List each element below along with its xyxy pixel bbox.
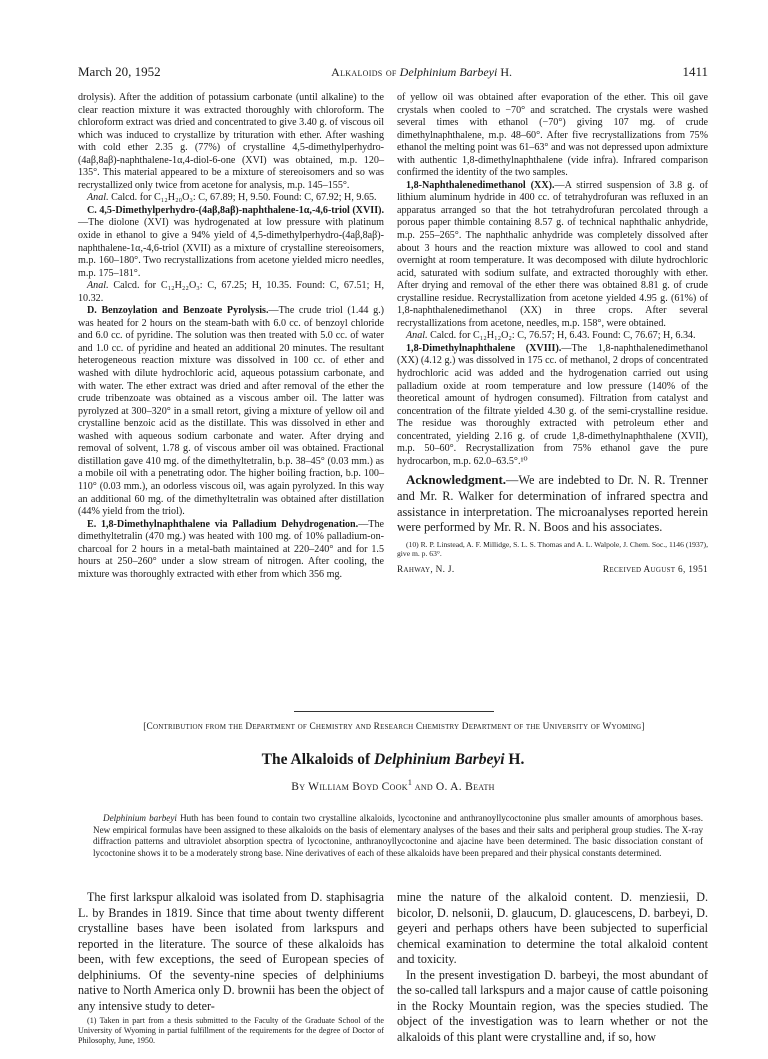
contribution-line: [Contribution from the Department of Chemistry and Research Chemistry Department of the University of Wyoming] bbox=[143, 722, 645, 732]
abstract-text: Huth has been found to contain two crystalline alkaloids, lycoctonine and anthranoyllycoctonine plus smaller amounts of amorphous bases. New empirical formulas have been assigned to these alkaloids on the basis of elementary analyses of the bases and their salts and peripheral group studies. The X-ray diffraction patterns and ultraviolet absorption spectra of lycoctonine, anthranoyllycoctonine and ajacine have been determined. The basic dissociation constant of lycoctonine shows it to be a moderately strong base. Nine derivatives of each of these alkaloids have been prepared and their physical constants determined. bbox=[93, 813, 703, 858]
section-c-heading: C. 4,5-Dimethylperhydro-(4aβ,8aβ)-naphthalene-1α,-4,6-triol (XVII). bbox=[87, 204, 385, 216]
section-c-text: —The diolone (XVI) was hydrogenated at low pressure with platinum oxide in ethanol to give a 94% yield of 4,5-dimethylperhydro-(4aβ,8aβ)-naphthalene-1α,-4,6-triol (XVII) as a mixture of crystalline stereoisomers, m.p. 160–180°. Two recrystallizations from acetone yielded micro needles, m.p. 175–181°. bbox=[78, 217, 384, 279]
author-cook: William Boyd Cook bbox=[308, 780, 408, 793]
acknowledgment-text: —We are indebted to Dr. N. R. Trenner and Mr. R. Walker for determination of infrared spectra and assistance in interpretation. The microanalyses reported herein were performed by Mr. R. N. Boos and his associates. bbox=[397, 473, 708, 535]
dimethylnaphthalene-text: —The 1,8-naphthalenedimethanol (XX) (4.12 g.) was dissolved in 175 cc. of methanol, 2 drops of concentrated hydrochloric acid was added and the hydrogenation carried out using palladium oxide at room temperature and low pressure (140% of the theoretical amount of hydrogen consumed). Filtration from catalyst and concentration of the filtrate yielded 4.30 g. of the semi-crystalline residue. The residue was thoroughly extracted with petroleum ether and concentrated, yielding 2.16 g. of crude 1,8-dimethylnaphthalene (XVII), m.p. 50–60°. Recrystallization from 75% ethanol gave the pure hydrocarbon, m.p. 62.0–63.5°.¹⁰ bbox=[397, 342, 708, 467]
intro-paragraph-right-1: mine the nature of the alkaloid content. D. menziesii, D. bicolor, D. nelsonii, D. glaucum, D. glaucescens, D. barbeyi, D. geyeri and perhaps others have been subjected to superficial chemical examination to determine the total alkaloid content and toxicity. bbox=[397, 890, 708, 967]
running-head bbox=[78, 64, 708, 80]
anal-label: Anal. bbox=[87, 192, 109, 204]
article-title-species: Delphinium Barbeyi bbox=[374, 751, 505, 768]
author-footnote-mark: 1 bbox=[407, 778, 412, 787]
naphthalenedimethanol-heading: 1,8-Naphthalenedimethanol (XX). bbox=[406, 179, 555, 191]
paragraph-anal-1 bbox=[78, 192, 384, 205]
intro-paragraph-left: The first larkspur alkaloid was isolated from D. staphisagria L. by Brandes in 1819. Since that time about twenty different crystalline bases have been isolated from larkspurs and reported in the literature. The source of these alkaloids has been, with few exceptions, the seed of European species of delphiniums. Of the seventy-nine species of delphiniums native to North America only D. brownii has been the object of any intensive study to deter- bbox=[78, 890, 384, 1013]
anal-label: Anal. bbox=[87, 280, 109, 292]
and-word: and bbox=[414, 780, 433, 793]
paragraph-section-e bbox=[78, 519, 384, 582]
intro-right-column bbox=[397, 890, 708, 1045]
page-date: March 20, 1952 bbox=[78, 64, 161, 79]
byline bbox=[78, 778, 708, 793]
running-title-suffix: H. bbox=[500, 65, 512, 79]
footnote-1: (1) Taken in part from a thesis submitted to the Faculty of the Graduate School of the University of Wyoming in partial fulfillment of the requirements for the degree of Doctor of Philosophy, June, 1950. bbox=[78, 1016, 384, 1046]
running-title-species: Delphinium Barbeyi bbox=[399, 65, 498, 79]
acknowledgment bbox=[397, 472, 708, 535]
running-title-prefix: Alkaloids of bbox=[331, 65, 397, 79]
paragraph-section-d bbox=[78, 305, 384, 518]
section-d-heading: D. Benzoylation and Benzoate Pyrolysis. bbox=[87, 305, 269, 317]
paragraph-dimethylnaphthalene bbox=[397, 343, 708, 468]
running-title bbox=[331, 65, 512, 80]
intro-left-column bbox=[78, 890, 384, 1046]
paragraph-section-c bbox=[78, 205, 384, 280]
paragraph-yellow-oil: of yellow oil was obtained after evaporation of the ether. This oil gave crystals when cooled to −70° and scratched. The crystals were washed several times with ethanol (−70°) giving 107 mg. of crude dimethylnaphthalene, m.p. 48–60°. After five recrystallizations from 75% ethanol the melting point was 61–63° and was not depressed upon admixture with authentic 1,8-dimethylnaphthalene (vide infra). Infrared comparison confirmed the identity of the two samples. bbox=[397, 92, 708, 179]
paragraph-naphthalenedimethanol bbox=[397, 180, 708, 331]
abstract bbox=[93, 813, 703, 859]
anal-text: Calcd. for C₁₂H₂₂O₃: C, 67.25; H, 10.35. Found: C, 67.51; H, 10.32. bbox=[78, 280, 384, 304]
right-column-experimental bbox=[397, 92, 708, 577]
dimethylnaphthalene-heading: 1,8-Dimethylnaphthalene (XVIII). bbox=[406, 342, 562, 354]
author-beath: O. A. Beath bbox=[435, 780, 495, 793]
section-e-heading: E. 1,8-Dimethylnaphthalene via Palladium Dehydrogenation. bbox=[87, 518, 359, 530]
page-number: 1411 bbox=[682, 64, 708, 79]
article-title-prefix: The Alkaloids of bbox=[261, 751, 371, 768]
article-title-suffix: H. bbox=[508, 751, 525, 768]
section-d-text: —The crude triol (1.44 g.) was heated for 2 hours on the steam-bath with 6.0 cc. of benzoyl chloride and 6.0 cc. of pyridine. The solution was then treated with 5.0 cc. of water and 1.0 cc. of pyridine and heated an additional 20 minutes. The resultant heterogeneous reaction mixture was dissolved in 100 cc. of ether and washed with dilute hydrochloric acid, aqueous potassium carbonate, and with water. The ether extract was dried and after removal of the ether the crude tribenzoate was obtained as a viscous amber oil. The latter was pyrolyzed at 300–320° in a small retort, giving a mixture of yellow oil and crystalline benzoic acid as the distillate. This was dissolved in ether and washed with aqueous sodium carbonate and water. After drying and removal of solvent, 1.78 g. of viscous amber oil was obtained. Fractional distillation gave 410 mg. of the dimethyltetralin, b.p. 38–45° (0.03 mm.) as a mobile oil with a penetrating odor. The higher boiling fraction, b.p. 100–110° (0.03 mm.), an odorless viscous oil, was again pyrolyzed. In this way an additional 60 mg. of the dimethyltetralin was obtained after distillation (44% yield from the triol). bbox=[78, 305, 385, 518]
naphthalenedimethanol-text: —A stirred suspension of 3.8 g. of lithium aluminum hydride in 400 cc. of tetrahydrofuran was refluxed in an apparatus arranged so that the hot tetrahydrofuran percolated through a porous paper thimble containing 8.57 g. of technical naphthalic anhydride, m.p. 255–265°. The naphthalic anhydride was completely dissolved after about 3 hours and the reaction mixture was allowed to cool and stand overnight at room temperature. It was decomposed with dilute hydrochloric acid, saturated with sodium sulfate, and extracted thoroughly with ether. After drying and removal of the ether there was obtained 8.81 g. of crude crystalline residue. Recrystallization from acetone yielded 4.95 g. (61%) of 1,8-naphthalenedimethanol (XX) in three crops. After several recrystallizations from acetone, needles, m.p. 158°, were obtained. bbox=[397, 179, 708, 329]
section-divider bbox=[294, 711, 494, 712]
by-word: By bbox=[291, 780, 306, 793]
paragraph-anal-3 bbox=[397, 330, 708, 343]
acknowledgment-heading: Acknowledgment. bbox=[406, 472, 507, 488]
affiliation-line bbox=[397, 564, 708, 577]
reference-note-10: (10) R. P. Linstead, A. F. Millidge, S. L. S. Thomas and A. L. Walpole, J. Chem. Soc., 1146 (1937), give m. p. 63°. bbox=[397, 539, 708, 559]
section-e-text: —The dimethyltetralin (470 mg.) was heated with 100 mg. of 10% palladium-on-charcoal for 2 hours in a metal-bath maintained at 220–240° and for 1.5 hours at 250–260° under a slow stream of nitrogen. After cooling, the mixture was thoroughly extracted with ether from which 356 mg. bbox=[78, 518, 384, 580]
received-date: Received August 6, 1951 bbox=[602, 565, 708, 576]
paragraph-anal-2 bbox=[78, 280, 384, 305]
place: Rahway, N. J. bbox=[397, 565, 455, 576]
abstract-species: Delphinium barbeyi bbox=[103, 813, 177, 824]
anal-label: Anal. bbox=[406, 330, 428, 342]
intro-paragraph-right-2: In the present investigation D. barbeyi, the most abundant of the so-called tall larkspurs and a major cause of cattle poisoning in the Rocky Mountain region, was the species studied. The object of the investigation was to learn whether or not the alkaloids of this plant were crystalline and, if so, how bbox=[397, 967, 708, 1044]
left-column-experimental bbox=[78, 92, 384, 581]
anal-text: Calcd. for C₁₂H₁₂O₂: C, 76.57; H, 6.43. Found: C, 76.67; H, 6.34. bbox=[430, 330, 696, 342]
paragraph-hydrolysis: drolysis). After the addition of potassium carbonate (until alkaline) to the clear reaction mixture it was extracted thoroughly with chloroform. The chloroform extract was dried and concentrated to give 3.40 g. of viscous oil which was induced to crystallize by trituration with ether. After washing with cold ether 2.35 g. (77%) of crystalline 4,5-dimethylperhydro-(4aβ,8aβ)-naphthalene-1α,4-diol-6-one (XVI) was obtained, m.p. 120–135°. This material appeared to be a mixture of stereoisomers and so was recrystallized only twice from acetone for analysis, m.p. 145–155°. bbox=[78, 92, 384, 191]
article-title bbox=[78, 751, 708, 769]
anal-text: Calcd. for C₁₂H₂₀O₃: C, 67.89; H, 9.50. Found: C, 67.92; H, 9.65. bbox=[111, 192, 377, 204]
